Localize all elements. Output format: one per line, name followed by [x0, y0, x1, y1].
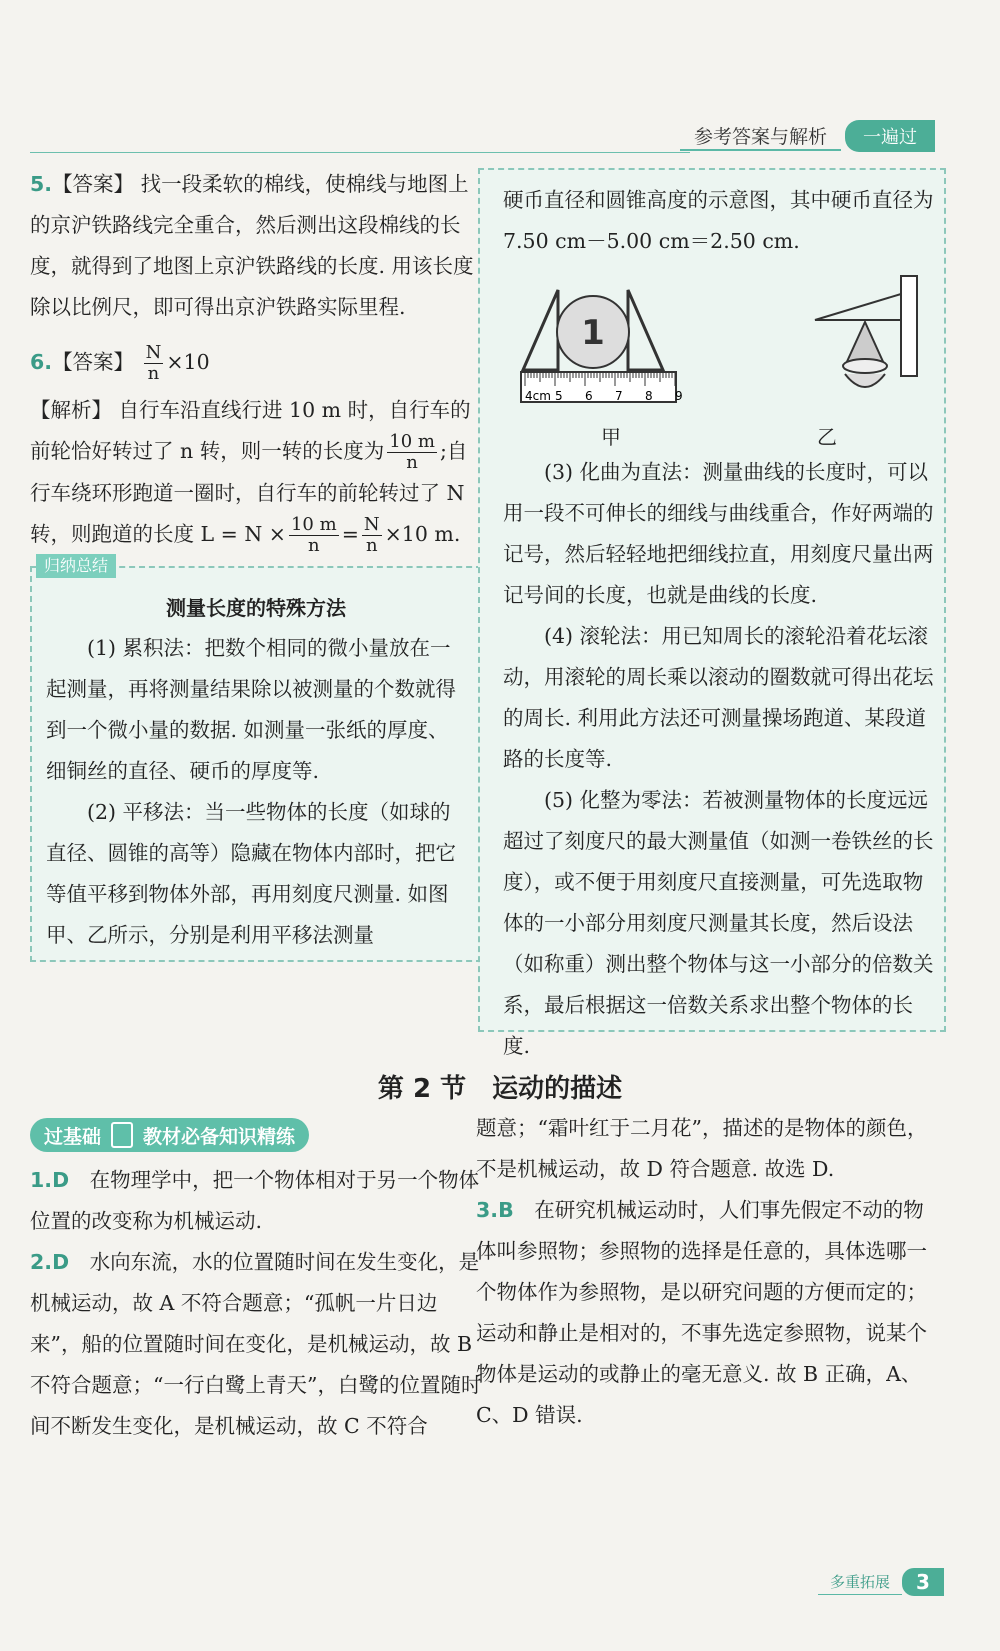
summary-box	[30, 556, 482, 962]
formula-tail: ×10 m.	[384, 522, 461, 546]
summary-title: 测量长度的特殊方法	[166, 596, 346, 620]
question-number: 2.	[30, 1250, 53, 1274]
analysis-text: 自行车绕环形跑道一圈时，自行车的前轮转过了 N 转，则跑道的长度 L = N ×	[30, 439, 468, 546]
answer-tag: 【答案】	[52, 350, 135, 374]
answer-2-cont: 题意；“霜叶红于二月花”，描述的是物体的颜色，不是机械运动，故 D 符合题意. 故选 D.	[476, 1116, 928, 1181]
answer-5	[30, 164, 482, 328]
numerator: N	[363, 514, 380, 535]
figure-captions	[503, 422, 935, 452]
answer-text: 找一段柔软的棉线，使棉线与地图上的京沪铁路线完全重合，然后测出这段棉线的长度，就得到了地图上京沪铁路线的长度. 用该长度除以比例尺，即可得出京沪铁路实际里程.	[30, 172, 474, 319]
header-rule	[30, 152, 690, 153]
right-column	[503, 180, 935, 1067]
answer-letter: D	[52, 1250, 70, 1274]
question-number: 5.	[30, 172, 53, 196]
answer-tag: 【答案】	[52, 172, 135, 196]
equals: =	[341, 522, 359, 546]
answer-text: 在物理学中，把一个物体相对于另一个物体位置的改变称为机械运动.	[30, 1168, 480, 1233]
ruler-label: 5	[555, 389, 563, 403]
notebook-icon	[111, 1122, 133, 1148]
formula-tail: ×10	[166, 350, 210, 374]
fraction	[362, 515, 382, 556]
right-column-2	[476, 1108, 936, 1436]
numerator: 10 m	[389, 431, 435, 452]
section-band	[30, 1118, 309, 1152]
fraction	[144, 343, 164, 384]
numerator: 10 m	[290, 514, 337, 535]
ruler-label: 9	[675, 389, 683, 403]
section-title: 第 2 节 运动的描述	[377, 1074, 623, 1104]
header-title: 参考答案与解析	[680, 122, 841, 151]
svg-text:1: 1	[581, 313, 605, 353]
fraction	[289, 515, 339, 556]
caption-jia: 甲	[601, 425, 621, 449]
summary-label: 归纳总结	[36, 554, 116, 578]
method-translate-cont: 硬币直径和圆锥高度的示意图，其中硬币直径为 7.50 cm－5.00 cm＝2.50 cm.	[503, 188, 934, 253]
method-wheel: (4) 滚轮法：用已知周长的滚轮沿着花坛滚动，用滚轮的周长乘以滚动的圈数就可得出花坛的周长. 利用此方法还可测量操场跑道、某段道路的长度等.	[503, 624, 934, 771]
ruler-label: 8	[645, 389, 653, 403]
left-column	[30, 164, 482, 962]
method-curve: (3) 化曲为直法：测量曲线的长度时，可以用一段不可伸长的细线与曲线重合，作好两端的记号，然后轻轻地把细线拉直，用刻度尺量出两记号间的长度，也就是曲线的长度.	[503, 460, 934, 607]
answer-text: 水向东流，水的位置随时间在发生变化，是机械运动，故 A 不符合题意；“孤帆一片日边来”，船的位置随时间在变化，是机械运动，故 B 不符合题意；“一行白鹭上青天”，白鹭的位置随时间不断发生变化，是机械运动，故 C 不符合	[30, 1250, 482, 1438]
caption-yi: 乙	[817, 425, 837, 449]
question-number: 3.	[476, 1198, 499, 1222]
header-logo: 一遍过	[845, 120, 935, 152]
analysis-text: 自行车沿直线行进 10 m 时，自行车的前轮恰好转过了 n 转，则一转的长度为	[30, 398, 471, 463]
analysis-6	[30, 390, 482, 556]
numerator: N	[145, 342, 162, 363]
question-number: 6.	[30, 350, 53, 374]
ruler-label: 6	[585, 389, 593, 403]
punct: ;	[439, 439, 447, 463]
answer-letter: D	[52, 1168, 70, 1192]
denominator: n	[147, 363, 160, 384]
footer-label: 多重拓展	[818, 1569, 902, 1595]
band-label-a: 过基础	[44, 1125, 102, 1148]
method-split: (5) 化整为零法：若被测量物体的长度远远超过了刻度尺的最大测量值（如测一卷铁丝的长度），或不便于用刻度尺直接测量，可先选取物体的一小部分用刻度尺测量其长度，然后设法（如称重）测出整个物体与这一小部分的倍数关系，最后根据这一倍数关系求出整个物体的长度.	[503, 788, 934, 1058]
method-accumulate: (1) 累积法：把数个相同的微小量放在一起测量，再将测量结果除以被测量的个数就得到一个微小量的数据. 如测量一张纸的厚度、细铜丝的直径、硬币的厚度等.	[46, 636, 456, 783]
answer-3	[476, 1190, 936, 1436]
method-translate: (2) 平移法：当一些物体的长度（如球的直径、圆锥的高等）隐藏在物体内部时，把它等值平移到物体外部，再用刻度尺测量. 如图甲、乙所示，分别是利用平移法测量	[46, 800, 456, 947]
answer-2	[30, 1242, 482, 1447]
answer-text: 在研究机械运动时，人们事先假定不动的物体叫参照物；参照物的选择是任意的，具体选哪一个物体作为参照物，是以研究问题的方便而定的；运动和静止是相对的，不事先选定参照物，说某个物体是运动的或静止的毫无意义. 故 B 正确，A、C、D 错误.	[476, 1198, 927, 1427]
ruler-label: 7	[615, 389, 623, 403]
ruler-label: 4cm	[525, 389, 551, 403]
page-header	[680, 120, 935, 152]
figure-coin-measure	[513, 270, 683, 420]
question-number: 1.	[30, 1168, 53, 1192]
page-number: 3	[902, 1568, 944, 1596]
page-footer	[818, 1568, 944, 1596]
answer-letter: B	[498, 1198, 514, 1222]
figure-row	[513, 270, 925, 420]
analysis-tag: 【解析】	[30, 398, 112, 422]
denominator: n	[365, 535, 378, 556]
band-label-b: 教材必备知识精练	[143, 1125, 296, 1148]
denominator: n	[406, 452, 418, 473]
answer-6	[30, 342, 482, 384]
fraction	[387, 432, 437, 473]
denominator: n	[308, 535, 320, 556]
figure-cone-measure	[805, 270, 925, 420]
answer-1	[30, 1160, 482, 1242]
left-column-2	[30, 1160, 482, 1447]
